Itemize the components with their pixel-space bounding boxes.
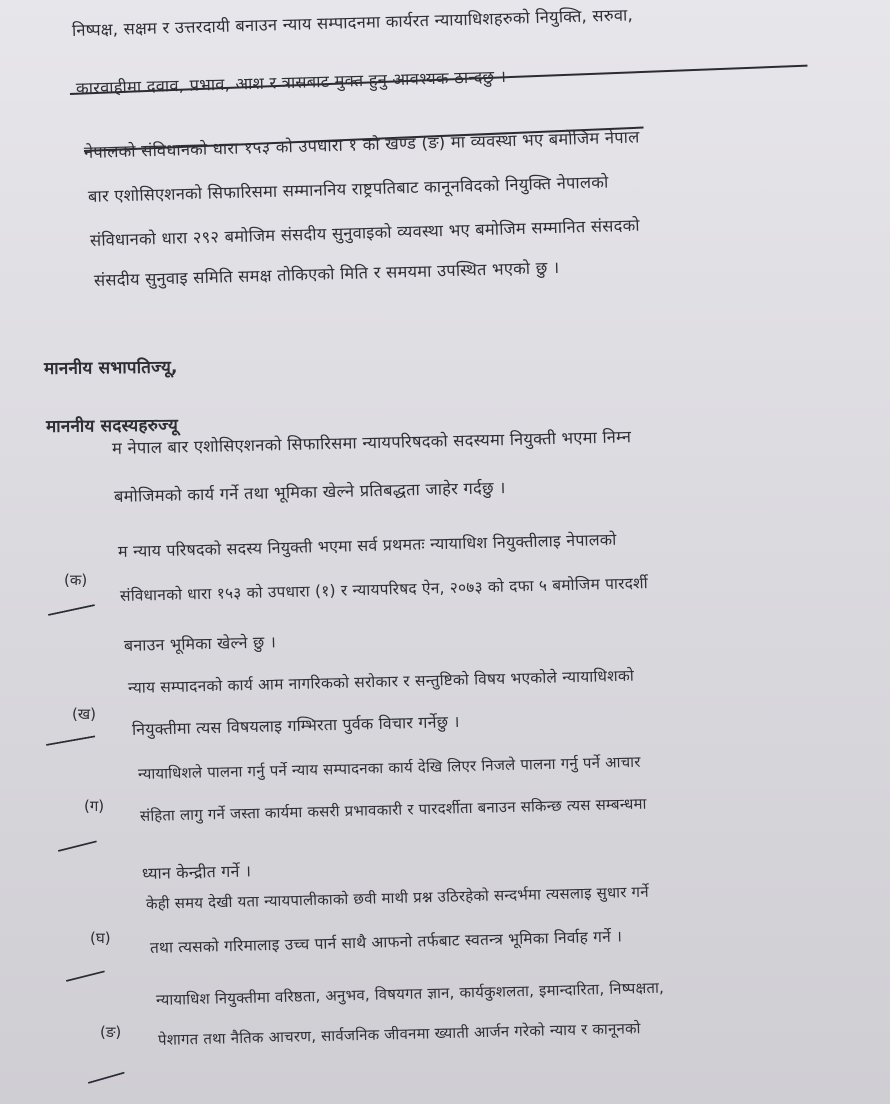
item-marker-ga: (ग) bbox=[84, 797, 105, 815]
salutation-members: माननीय सदस्यहरुज्यू bbox=[45, 415, 179, 437]
item-ga-line-1: न्यायाधिशले पालना गर्नु पर्ने न्याय सम्पादनका कार्य देखि लिएर निजले पालना गर्नु पर्ने आचार bbox=[137, 752, 641, 783]
item-ka-line-2: संविधानको धारा १५३ को उपधारा (१) र न्यायपरिषद ऐन, २०७३ को दफा ५ बमोजिम पारदर्शी bbox=[119, 574, 649, 605]
item-ka-line-3: बनाउन भूमिका खेल्ने छु । bbox=[123, 632, 277, 655]
item-kha-line-2: नियुक्तीमा त्यस विषयलाइ गम्भिरता पुर्वक विचार गर्नेछु । bbox=[131, 711, 460, 739]
intro-line-5: संविधानको धारा २९२ बमोजिम संसदीय सुनुवाइको व्यवस्था भए बमोजिम सम्मानित संसदको bbox=[89, 215, 640, 250]
intro-line-1: निष्पक्ष, सक्षम र उत्तरदायी बनाउन न्याय सम्पादनमा कार्यरत न्यायाधिशहरुको नियुक्ति, सरुवा, bbox=[71, 5, 634, 40]
item-ka-line-1: म न्याय परिषदको सदस्य नियुक्ती भएमा सर्व प्रथमतः न्यायाधिश नियुक्तीलाइ नेपालको bbox=[117, 529, 617, 561]
margin-tick-ka bbox=[48, 604, 95, 616]
item-kha-line-1: न्याय सम्पादनको कार्य आम नागरिकको सरोकार र सन्तुष्टिको विषय भएकोले न्यायाधिशको bbox=[127, 666, 635, 697]
intro-line-4: बार एशोसिएशनको सिफारिसमा सम्माननिय राष्ट्रपतिबाट कानूनविदको नियुक्ति नेपालको bbox=[87, 172, 609, 206]
margin-tick-gha bbox=[66, 970, 105, 982]
item-marker-ka: (क) bbox=[64, 571, 88, 589]
margin-tick-nga bbox=[88, 1072, 125, 1084]
margin-tick-kha bbox=[46, 735, 96, 746]
item-marker-nga: (ङ) bbox=[100, 1023, 122, 1041]
commitment-line-2: बमोजिमको कार्य गर्ने तथा भूमिका खेल्ने प्रतिबद्धता जाहेर गर्दछु । bbox=[113, 478, 506, 506]
item-gha-line-2: तथा त्यसको गरिमालाइ उच्च पार्न साथै आफनो तर्फबाट स्वतन्त्र भूमिका निर्वाह गर्ने । bbox=[149, 927, 623, 957]
item-ga-line-3: ध्यान केन्द्रीत गर्ने । bbox=[141, 861, 252, 883]
item-nga-line-2: पेशागत तथा नैतिक आचरण, सार्वजनिक जीवनमा ख्याती आर्जन गरेको न्याय र कानूनको bbox=[157, 1019, 641, 1049]
item-gha-line-1: केही समय देखी यता न्यायपालीकाको छवी माथी प्रश्न उठिरहेको सन्दर्भमा त्यसलाइ सुधार गर्ने bbox=[145, 882, 649, 913]
salutation-chair: माननीय सभापतिज्यू, bbox=[43, 357, 178, 379]
intro-line-2: कारवाहीमा दवाव, प्रभाव, आश र त्रासबाट मुक्त हुनु आवश्यक ठान्दछु । bbox=[75, 66, 507, 98]
intro-line-6: संसदीय सुनुवाइ समिति समक्ष तोकिएको मिति र समयमा उपस्थित भएको छु । bbox=[93, 258, 560, 290]
item-marker-gha: (घ) bbox=[90, 929, 111, 947]
intro-line-3: नेपालको संविधानको धारा १५३ को उपधारा १ को खण्ड (ङ) मा व्यवस्था भए बमोजिम नेपाल bbox=[83, 127, 640, 162]
margin-tick-ga bbox=[58, 840, 97, 852]
item-marker-kha: (ख) bbox=[72, 705, 96, 723]
item-ga-line-2: संहिता लागु गर्ने जस्ता कार्यमा कसरी प्रभावकारी र पारदर्शीता बनाउन सकिन्छ त्यस सम्बन्धमा bbox=[139, 794, 647, 825]
commitment-line-1: म नेपाल बार एशोसिएशनको सिफारिसमा न्यायपरिषदको सदस्यमा नियुक्ती भएमा निम्न bbox=[111, 427, 632, 458]
item-nga-line-1: न्यायाधिश नियुक्तीमा वरिष्ठता, अनुभव, विषयगत ज्ञान, कार्यकुशलता, इमान्दारिता, निष्पक्षता, bbox=[155, 978, 665, 1009]
